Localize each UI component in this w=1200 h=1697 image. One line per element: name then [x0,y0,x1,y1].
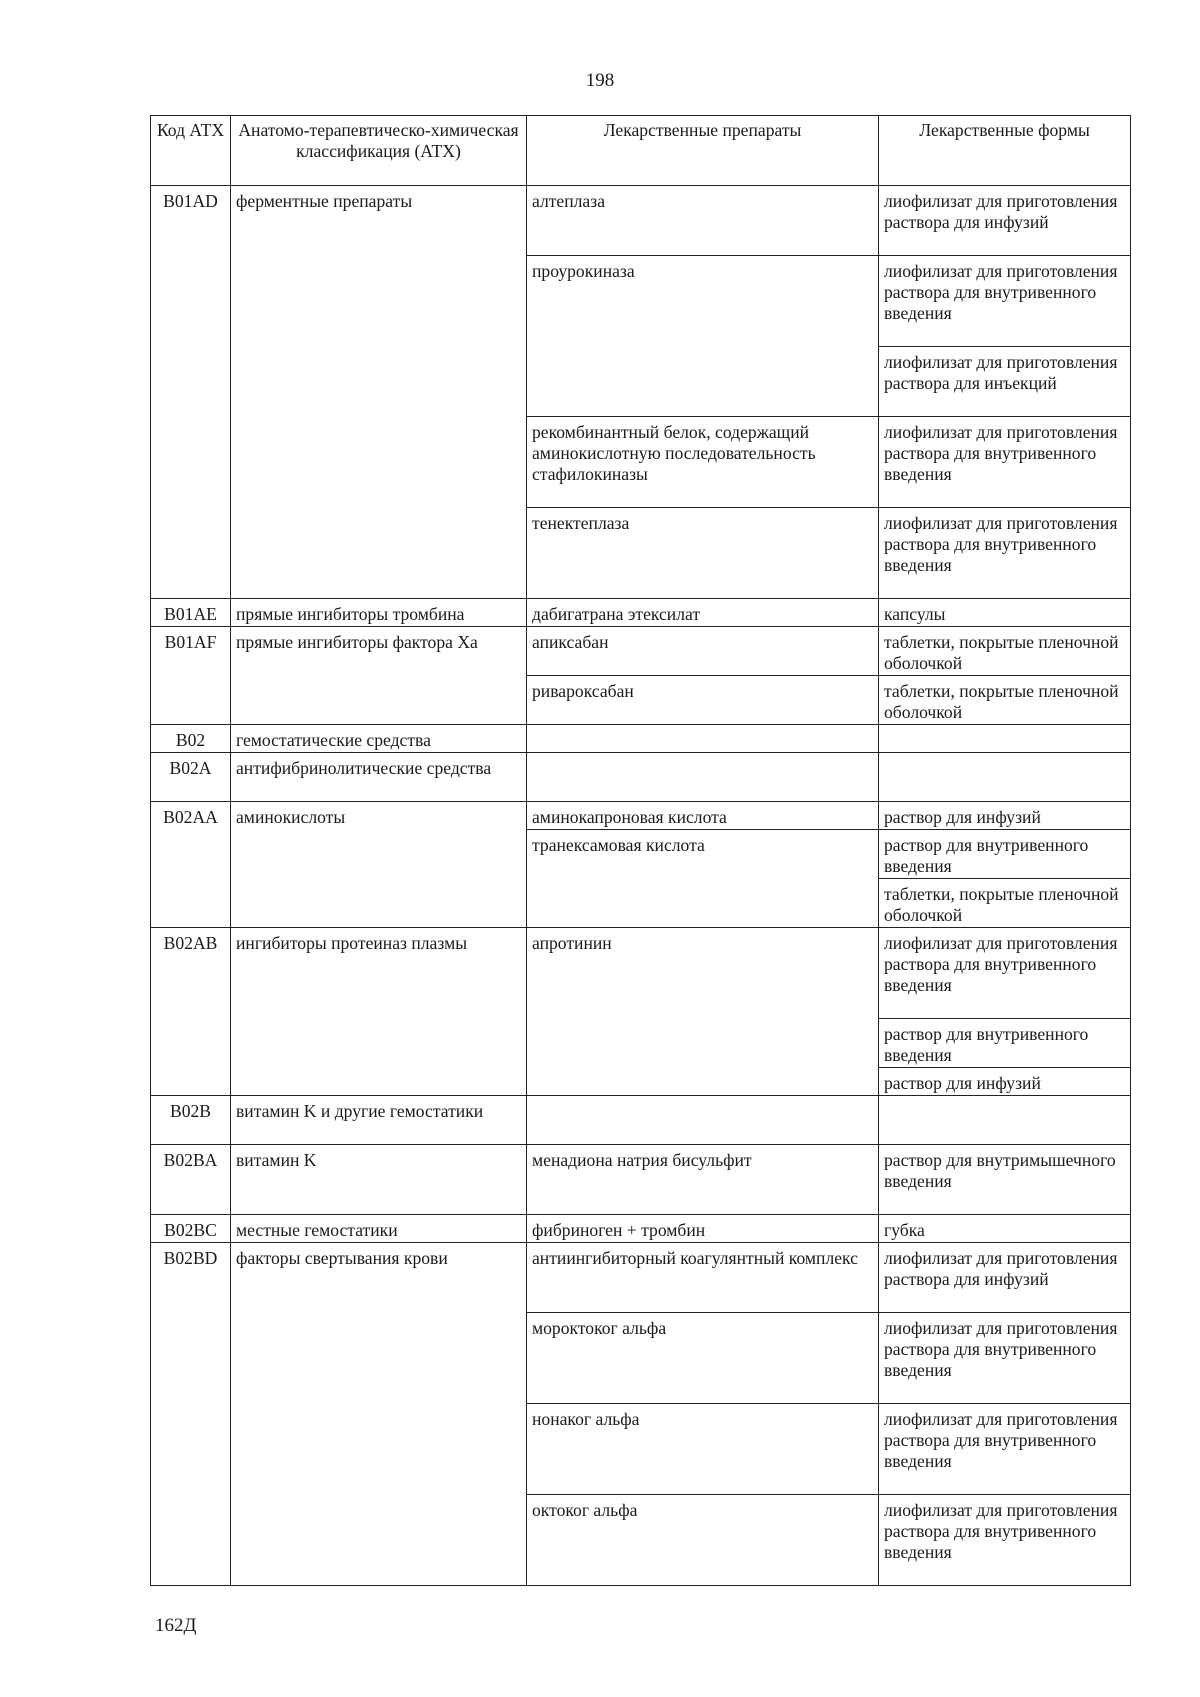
drug-form: капсулы [879,599,1131,627]
atc-code: B02BD [151,1243,231,1586]
drug-form: таблетки, покрытые пленочной оболочкой [879,676,1131,725]
footer-code: 162Д [155,1615,197,1636]
drug-name: октоког альфа [527,1495,879,1586]
drug-name: антиингибиторный коагулянтный комплекс [527,1243,879,1313]
header-code: Код АТХ [151,116,231,186]
atc-table [150,115,1131,1586]
atc-group-name: местные гемостатики [231,1215,527,1243]
drug-form: раствор для внутривенного введения [879,830,1131,879]
drug-form [879,1096,1131,1145]
drug-form: лиофилизат для приготовления раствора для инфузий [879,186,1131,256]
atc-group-name: витамин K [231,1145,527,1215]
drug-name: апиксабан [527,627,879,676]
table-row [151,802,1131,830]
table-row [151,753,1131,802]
drug-name: мороктоког альфа [527,1313,879,1404]
atc-group-name: витамин K и другие гемостатики [231,1096,527,1145]
drug-name [527,725,879,753]
table-row [151,1096,1131,1145]
atc-group-name: прямые ингибиторы тромбина [231,599,527,627]
atc-code: B02AB [151,928,231,1096]
drug-name: нонаког альфа [527,1404,879,1495]
drug-form: лиофилизат для приготовления раствора для внутривенного введения [879,1404,1131,1495]
drug-name: фибриноген + тромбин [527,1215,879,1243]
drug-name: аминокапроновая кислота [527,802,879,830]
drug-form: губка [879,1215,1131,1243]
drug-form: лиофилизат для приготовления раствора для внутривенного введения [879,928,1131,1019]
drug-form: раствор для внутримышечного введения [879,1145,1131,1215]
drug-form: лиофилизат для приготовления раствора для внутривенного введения [879,1313,1131,1404]
drug-name: рекомбинантный белок, содержащий аминокислотную последовательность стафилокиназы [527,417,879,508]
atc-code: B02BA [151,1145,231,1215]
drug-name: алтеплаза [527,186,879,256]
drug-form: раствор для внутривенного введения [879,1019,1131,1068]
atc-code: B02B [151,1096,231,1145]
table-row [151,186,1131,256]
atc-code: B01AE [151,599,231,627]
table-row [151,1215,1131,1243]
drug-form: раствор для инфузий [879,802,1131,830]
drug-form [879,753,1131,802]
atc-code: B02 [151,725,231,753]
drug-name: тенектеплаза [527,508,879,599]
atc-group-name: антифибринолитические средства [231,753,527,802]
drug-name: апротинин [527,928,879,1096]
drug-form: лиофилизат для приготовления раствора для инфузий [879,1243,1131,1313]
drug-name [527,753,879,802]
table-row [151,1243,1131,1313]
header-classification: Анатомо-терапевтическо-химическая классификация (АТХ) [231,116,527,186]
table-row [151,627,1131,676]
table-row [151,599,1131,627]
drug-form: лиофилизат для приготовления раствора для внутривенного введения [879,417,1131,508]
table-row [151,928,1131,1019]
table-row [151,725,1131,753]
drug-form: таблетки, покрытые пленочной оболочкой [879,879,1131,928]
drug-form: лиофилизат для приготовления раствора для внутривенного введения [879,1495,1131,1586]
atc-group-name: гемостатические средства [231,725,527,753]
atc-code: B02BC [151,1215,231,1243]
atc-group-name: аминокислоты [231,802,527,928]
atc-group-name: ферментные препараты [231,186,527,599]
drug-name: транексамовая кислота [527,830,879,928]
drug-name: дабигатрана этексилат [527,599,879,627]
drug-form: лиофилизат для приготовления раствора для внутривенного введения [879,508,1131,599]
page-number: 198 [585,70,615,91]
drug-form: лиофилизат для приготовления раствора для внутривенного введения [879,256,1131,347]
header-drugs: Лекарственные препараты [527,116,879,186]
table-row [151,1145,1131,1215]
header-forms: Лекарственные формы [879,116,1131,186]
atc-group-name: ингибиторы протеиназ плазмы [231,928,527,1096]
atc-code: B01AF [151,627,231,725]
drug-name: проурокиназа [527,256,879,417]
atc-code: B01AD [151,186,231,599]
drug-name [527,1096,879,1145]
drug-form: раствор для инфузий [879,1068,1131,1096]
drug-form [879,725,1131,753]
drug-name: ривароксабан [527,676,879,725]
atc-code: B02A [151,753,231,802]
table-header-row [151,116,1131,186]
atc-group-name: факторы свертывания крови [231,1243,527,1586]
drug-form: лиофилизат для приготовления раствора для инъекций [879,347,1131,417]
drug-name: менадиона натрия бисульфит [527,1145,879,1215]
atc-code: B02AA [151,802,231,928]
drug-form: таблетки, покрытые пленочной оболочкой [879,627,1131,676]
atc-group-name: прямые ингибиторы фактора Xa [231,627,527,725]
